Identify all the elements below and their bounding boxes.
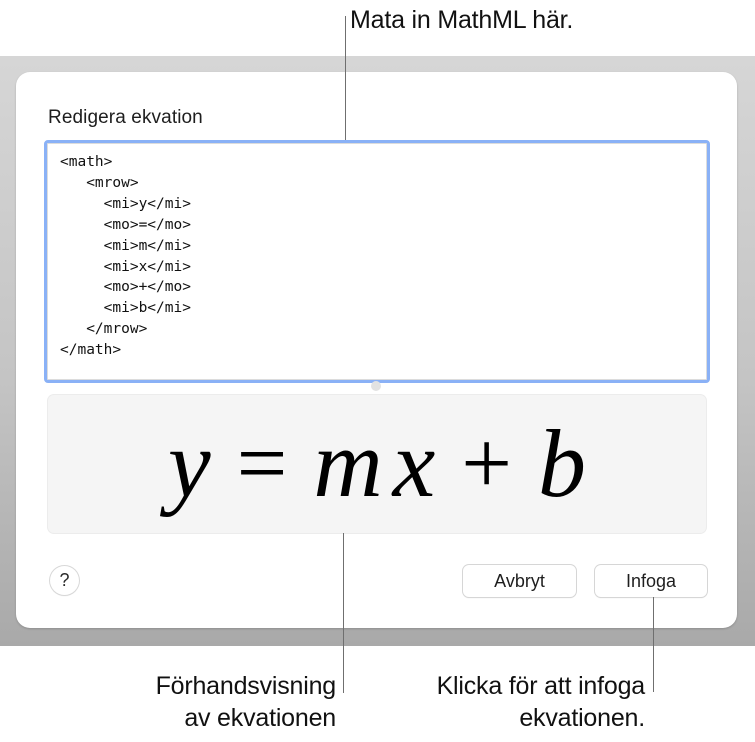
eq-var-y: y <box>167 410 211 517</box>
callout-preview-line1: Förhandsvisning <box>155 672 336 700</box>
callout-line-insert <box>653 597 654 692</box>
insert-button[interactable]: Infoga <box>595 565 707 597</box>
eq-op-equals: = <box>236 414 288 513</box>
callout-insert-line1: Klicka för att infoga <box>436 672 645 700</box>
callout-line-preview <box>343 533 344 693</box>
equation-preview <box>48 395 706 533</box>
mathml-code[interactable]: <math> <mrow> <mi>y</mi> <mo>=</mo> <mi>m</mi> <mi>x</mi> <mo>+</mo> <mi>b</mi> </mrow> </math> <box>60 154 191 359</box>
callout-insert-line2: ekvationen. <box>519 704 645 732</box>
callout-insert <box>437 670 645 734</box>
callout-preview <box>156 670 336 734</box>
question-mark-icon: ? <box>59 570 70 590</box>
eq-op-plus: + <box>461 414 513 513</box>
eq-var-m: m <box>313 410 383 517</box>
help-button[interactable] <box>50 566 79 595</box>
eq-var-b: b <box>538 410 587 517</box>
callout-preview-line2: av ekvationen <box>184 704 336 732</box>
eq-var-x: x <box>392 410 436 517</box>
callout-line-editor <box>345 16 346 140</box>
resize-handle[interactable] <box>371 381 381 391</box>
rendered-equation <box>48 395 706 533</box>
mathml-editor[interactable] <box>44 140 710 383</box>
callout-editor: Mata in MathML här. <box>350 6 574 34</box>
cancel-button[interactable]: Avbryt <box>463 565 576 597</box>
dialog-title: Redigera ekvation <box>48 107 203 128</box>
